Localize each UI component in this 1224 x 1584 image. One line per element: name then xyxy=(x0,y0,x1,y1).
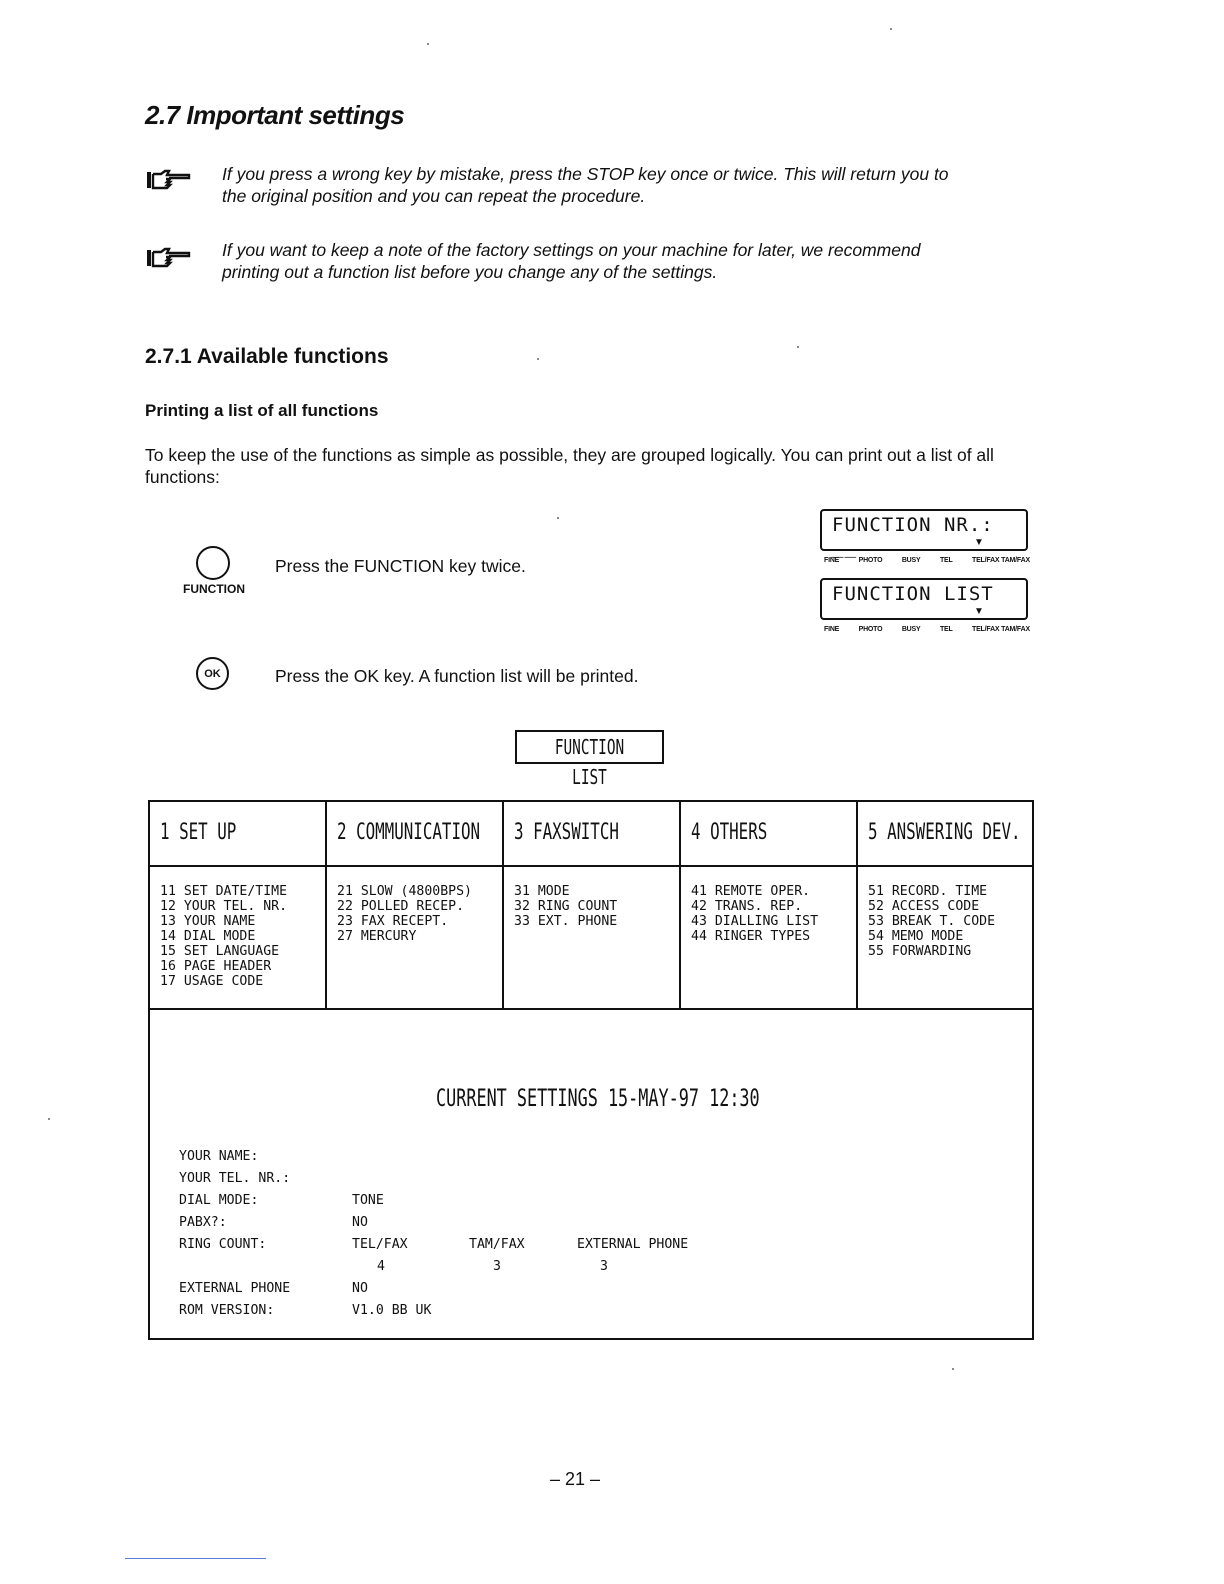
your-tel-label: YOUR TEL. NR.: xyxy=(179,1171,291,1186)
indicator-tel: TEL xyxy=(939,557,953,564)
subsection-title: 2.7.1 Available functions xyxy=(145,345,389,368)
indicator-busy: BUSY xyxy=(901,557,921,564)
lcd-text: FUNCTION NR.: __ xyxy=(832,514,994,558)
intro-paragraph xyxy=(145,444,1045,488)
section-title: 2.7 Important settings xyxy=(145,100,405,130)
column-header: 5 ANSWERING DEV. xyxy=(868,820,1021,845)
ring-col-telfax: TEL/FAX xyxy=(352,1237,408,1252)
rom-version-value: V1.0 BB UK xyxy=(352,1303,432,1318)
item-list xyxy=(691,884,818,944)
arrow-down-icon: ▼ xyxy=(974,537,984,548)
intro-line2: functions: xyxy=(145,467,220,487)
lcd-indicators xyxy=(824,626,1030,633)
lcd-indicators xyxy=(824,557,1030,564)
function-list-printout xyxy=(148,800,1034,1340)
indicator-tel: TEL xyxy=(939,626,953,633)
list-item: 23 FAX RECEPT. xyxy=(337,914,449,929)
note-1-line1: If you press a wrong key by mistake, press the STOP key once or twice. This will return you to xyxy=(222,164,949,184)
divider xyxy=(150,865,1032,867)
pabx-label: PABX?: xyxy=(179,1215,227,1230)
subheading: Printing a list of all functions xyxy=(145,401,379,420)
column-header: 3 FAXSWITCH xyxy=(514,820,619,845)
item-list xyxy=(514,884,617,929)
function-key[interactable] xyxy=(196,546,230,580)
list-item: 43 DIALLING LIST xyxy=(691,914,819,929)
link-underline xyxy=(125,1558,266,1559)
list-item: 44 RINGER TYPES xyxy=(691,929,811,944)
indicator-fine: FINE xyxy=(824,626,840,633)
scan-speck xyxy=(952,1368,954,1370)
list-item: 21 SLOW (4800BPS) xyxy=(337,884,472,899)
list-item: 41 REMOTE OPER. xyxy=(691,884,811,899)
lcd-display-function-list xyxy=(820,578,1028,620)
ring-val-telfax: 4 xyxy=(377,1259,385,1274)
column-others xyxy=(681,802,858,1009)
indicator-telfax-tamfax: TEL/FAX TAM/FAX xyxy=(972,626,1030,633)
indicator-photo: PHOTO xyxy=(858,626,883,633)
ring-col-tamfax: TAM/FAX xyxy=(469,1237,525,1252)
dial-mode-value: TONE xyxy=(352,1193,384,1208)
ring-val-external: 3 xyxy=(600,1259,608,1274)
list-item: 16 PAGE HEADER xyxy=(160,959,272,974)
current-settings-title: CURRENT SETTINGS 15-MAY-97 12:30 xyxy=(436,1084,760,1112)
item-list xyxy=(868,884,995,959)
ring-col-external: EXTERNAL PHONE xyxy=(577,1237,689,1252)
lcd-display-function-nr xyxy=(820,509,1028,558)
divider xyxy=(150,1008,1032,1010)
step-2-text: Press the OK key. A function list will be printed. xyxy=(275,666,639,686)
note-2-line2: printing out a function list before you change any of the settings. xyxy=(222,262,718,282)
column-header: 4 OTHERS xyxy=(691,820,768,845)
dial-mode-label: DIAL MODE: xyxy=(179,1193,259,1208)
column-header: 2 COMMUNICATION xyxy=(337,820,481,845)
list-item: 54 MEMO MODE xyxy=(868,929,964,944)
list-item: 53 BREAK T. CODE xyxy=(868,914,996,929)
rom-version-label: ROM VERSION: xyxy=(179,1303,275,1318)
list-item: 32 RING COUNT xyxy=(514,899,618,914)
indicator-busy: BUSY xyxy=(901,626,921,633)
scan-speck xyxy=(557,517,559,519)
note-1 xyxy=(222,163,1022,207)
scan-speck xyxy=(890,28,892,30)
ring-count-label: RING COUNT: xyxy=(179,1237,267,1252)
list-item: 15 SET LANGUAGE xyxy=(160,944,280,959)
indicator-telfax-tamfax: TEL/FAX TAM/FAX xyxy=(972,557,1030,564)
column-faxswitch xyxy=(504,802,681,1009)
note-2-line1: If you want to keep a note of the factory settings on your machine for later, we recommend xyxy=(222,240,921,260)
list-item: 17 USAGE CODE xyxy=(160,974,264,989)
column-header: 1 SET UP xyxy=(160,820,237,845)
list-item: 33 EXT. PHONE xyxy=(514,914,618,929)
list-item: 55 FORWARDING xyxy=(868,944,972,959)
item-list xyxy=(337,884,472,944)
scan-speck xyxy=(427,43,429,45)
list-item: 12 YOUR TEL. NR. xyxy=(160,899,288,914)
note-2 xyxy=(222,239,1022,283)
function-key-label: FUNCTION xyxy=(183,582,245,596)
step-1-text: Press the FUNCTION key twice. xyxy=(275,556,526,576)
column-answering-device xyxy=(858,802,1032,1009)
lcd-text: FUNCTION LIST xyxy=(832,583,994,605)
scan-speck xyxy=(48,1118,50,1120)
list-item: 13 YOUR NAME xyxy=(160,914,256,929)
column-setup xyxy=(150,802,327,1009)
item-list xyxy=(160,884,287,989)
function-list-title-text: FUNCTION LIST xyxy=(554,735,625,789)
external-phone-value: NO xyxy=(352,1281,368,1296)
list-item: 22 POLLED RECEP. xyxy=(337,899,465,914)
indicator-fine: FINE xyxy=(824,557,840,564)
pointing-hand-icon xyxy=(146,168,192,192)
list-item: 14 DIAL MODE xyxy=(160,929,256,944)
indicator-photo: PHOTO xyxy=(858,557,883,564)
scan-speck xyxy=(797,346,799,348)
list-item: 42 TRANS. REP. xyxy=(691,899,803,914)
function-list-title xyxy=(515,730,664,789)
your-name-label: YOUR NAME: xyxy=(179,1149,259,1164)
ok-key-label: OK xyxy=(204,667,221,680)
list-item: 52 ACCESS CODE xyxy=(868,899,980,914)
ring-val-tamfax: 3 xyxy=(493,1259,501,1274)
list-item: 51 RECORD. TIME xyxy=(868,884,988,899)
ok-key[interactable] xyxy=(196,657,229,690)
external-phone-label: EXTERNAL PHONE xyxy=(179,1281,291,1296)
pabx-value: NO xyxy=(352,1215,368,1230)
arrow-down-icon: ▼ xyxy=(974,606,984,617)
intro-line1: To keep the use of the functions as simple as possible, they are grouped logically. You can print out a list of all xyxy=(145,445,994,465)
list-item: 27 MERCURY xyxy=(337,929,417,944)
note-1-line2: the original position and you can repeat the procedure. xyxy=(222,186,646,206)
page-number: – 21 – xyxy=(550,1469,601,1489)
list-item: 11 SET DATE/TIME xyxy=(160,884,288,899)
scan-speck xyxy=(537,358,539,360)
pointing-hand-icon xyxy=(146,246,192,270)
list-item: 31 MODE xyxy=(514,884,570,899)
column-communication xyxy=(327,802,504,1009)
